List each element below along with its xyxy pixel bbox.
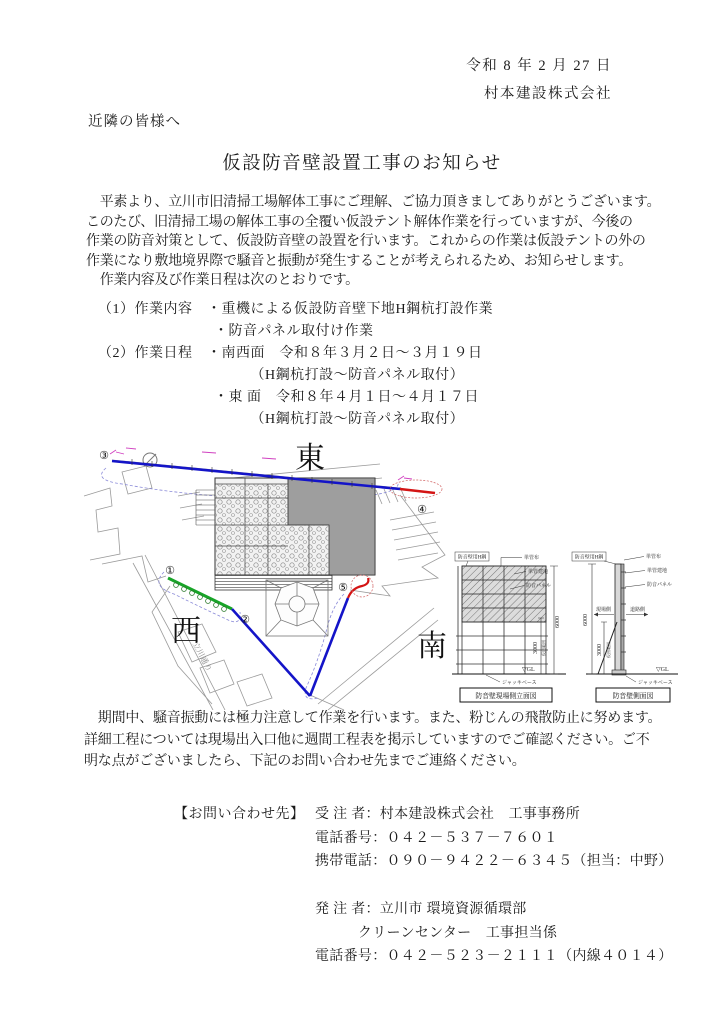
letterhead-block	[466, 52, 612, 108]
side-pipe-h-label: 単管布	[646, 555, 662, 560]
building-stair-ticks	[196, 490, 215, 525]
page-title: 仮設防音壁設置工事のお知らせ	[222, 154, 502, 174]
map-road-name: 立川通り	[190, 640, 214, 674]
elevation-panel-label: 防音パネル	[526, 584, 552, 589]
side-enclosure-label: 仮囲範囲	[606, 642, 611, 658]
work-line: （2）作業日程 ・南西面 令和８年３月２日～３月１９日	[98, 346, 483, 361]
closing-line: 期間中、騒音振動には極力注意して作業を行います。また、粉じんの飛散防止に努めます。	[84, 711, 662, 726]
intro-line: 作業になり敷地境界際で騒音と振動が発生することが考えられるため、お知らせします。	[86, 253, 632, 269]
map-marker-3: ③	[99, 450, 109, 462]
company-name: 村本建設株式会社	[484, 86, 612, 102]
work-line: ・防音パネル取付け作業	[98, 324, 374, 339]
side-panel-label: 防音パネル	[647, 583, 673, 588]
phone-line: 電話番号：０４２－５３７－７６０１	[315, 830, 559, 846]
elevation-enclosure-label: 仮囲範囲	[541, 640, 546, 656]
map-marker-1: ①	[165, 565, 175, 577]
client-dept-line: クリーンセンター 工事担当係	[315, 925, 558, 941]
side-view-diagram	[572, 552, 678, 702]
intro-line: 平素より、立川市旧清掃工場解体工事にご理解、ご協力頂きましてありがとうございます。	[86, 195, 661, 210]
side-h-steel-label: 防音壁用H鋼	[574, 555, 604, 561]
building-hatched-strip	[215, 575, 332, 590]
elevation-dim-3000: 3000	[533, 642, 539, 654]
building-footprint	[196, 478, 375, 590]
elevation-caption: 防音壁現場側立面図	[475, 693, 537, 700]
map-marker-5: ⑤	[338, 582, 348, 594]
client-phone-line: 電話番号：０４２－５２３－２１１１（内線４０１４）	[315, 949, 673, 965]
contact-heading: 【お問い合わせ先】	[174, 807, 305, 822]
elevation-jack-base-label: ジャッキベース	[502, 681, 537, 686]
side-pipe-v-label: 単管建地	[647, 569, 668, 574]
map-marker-4: ④	[417, 504, 427, 516]
salutation: 近隣の皆様へ	[88, 114, 181, 130]
wall-east-red	[400, 489, 435, 493]
side-caption: 防音壁側面図	[612, 693, 654, 700]
wall-diagrams	[446, 550, 682, 708]
side-jack-base-label: ジャッキベース	[638, 681, 673, 686]
map-label-east: 東	[295, 442, 325, 475]
site-map	[82, 436, 454, 710]
building-rubble-area	[215, 484, 288, 575]
elevation-diagram	[452, 552, 566, 702]
map-label-south: 南	[417, 630, 447, 663]
elevation-gl-label: ▽GL	[522, 667, 535, 673]
closing-line: 詳細工程については現場出入口他に週間工程表を掲示していますのでご確認ください。ご不	[84, 732, 650, 748]
map-label-west: 西	[171, 615, 201, 648]
intro-paragraph	[86, 193, 660, 291]
work-line: （H鋼杭打設～防音パネル取付）	[98, 412, 465, 427]
intro-line: このたび、旧清掃工場の解体工事の全覆い仮設テント解体作業を行っていますが、今後の	[86, 214, 633, 230]
work-details	[98, 299, 493, 431]
side-gl-label: ▽GL	[656, 667, 669, 673]
date: 令和 8 年 2 月 27 日	[466, 58, 612, 74]
client-line: 発 注 者：立川市 環境資源循環部	[315, 902, 527, 917]
closing-line: 明な点がございましたら、下記のお問い合わせ先までご連絡ください。	[84, 754, 526, 770]
elevation-pipe-v-label: 単管建地	[528, 570, 549, 575]
intro-line: 作業の防音対策として、仮設防音壁の設置を行います。これからの作業は仮設テントの外の	[86, 234, 646, 250]
contact-client-block	[315, 898, 673, 969]
elevation-pipe-h-label: 単管布	[524, 556, 540, 561]
contact-contractor-block	[315, 803, 673, 874]
side-dim-6000: 6000	[583, 614, 589, 626]
work-line: （H鋼杭打設～防音パネル取付）	[98, 368, 465, 383]
map-marker-2: ②	[240, 614, 250, 626]
intro-line: 作業内容及び作業日程は次のとおりです。	[86, 273, 359, 289]
mobile-line: 携帯電話：０９０－９４２２－６３４５（担当：中野）	[315, 854, 673, 870]
side-road-side-label: 道路側	[630, 608, 646, 613]
closing-paragraph	[84, 708, 661, 773]
work-line: ・東 面 令和８年４月１日～４月１７日	[98, 390, 479, 405]
elevation-dim-6000: 6000	[555, 616, 561, 628]
side-panel-strip	[621, 564, 624, 674]
contractor-line: 受 注 者：村本建設株式会社 工事事務所	[315, 807, 580, 822]
side-site-side-label: 現場側	[596, 608, 612, 613]
side-dim-3000: 3000	[597, 644, 603, 656]
work-line: （1）作業内容 ・重機による仮設防音壁下地H鋼杭打設作業	[98, 302, 494, 317]
side-dimensions	[588, 564, 607, 674]
elevation-h-steel-label: 防音壁用H鋼	[457, 555, 487, 561]
